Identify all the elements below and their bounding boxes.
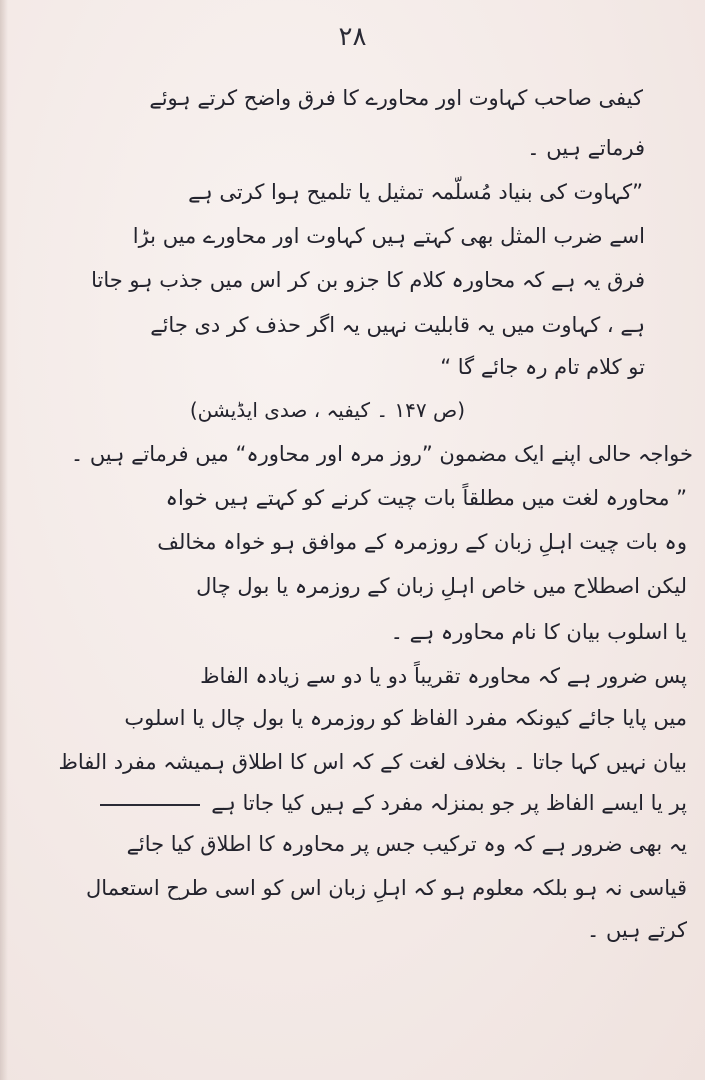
text-line: اسے ضرب المثل بھی کہتے ہیں کہاوت اور محاورے میں بڑا xyxy=(132,224,645,248)
text-line: ” محاورہ لغت میں مطلقاً بات چیت کرنے کو کہتے ہیں خواہ xyxy=(165,486,687,510)
text-line: وہ بات چیت اہلِ زبان کے روزمرہ کے موافق ہو خواہ مخالف xyxy=(157,530,687,554)
text-line: فرق یہ ہے کہ محاورہ کلام کا جزو بن کر اس میں جذب ہو جاتا xyxy=(91,268,645,292)
text-line: لیکن اصطلاح میں خاص اہلِ زبان کے روزمرہ یا بول چال xyxy=(196,574,687,598)
text-line: ”کہاوت کی بنیاد مُسلّمہ تمثیل یا تلمیح ہوا کرتی ہے xyxy=(188,180,643,204)
text-line: پر یا ایسے الفاظ پر جو بمنزلہ مفرد کے ہیں کیا جاتا ہے xyxy=(211,791,687,815)
bleed-through-marks xyxy=(30,930,670,1020)
text-line: قیاسی نہ ہو بلکہ معلوم ہو کہ اہلِ زبان اس کو اسی طرح استعمال xyxy=(86,876,687,900)
page-edge-shadow xyxy=(0,0,8,1080)
text-line: فرماتے ہیں ۔ xyxy=(527,136,645,160)
text-line: تو کلام تام رہ جائے گا “ xyxy=(440,355,645,379)
text-line: یا اسلوب بیان کا نام محاورہ ہے ۔ xyxy=(390,620,687,644)
text-line: یہ بھی ضرور ہے کہ وہ ترکیب جس پر محاورہ کا اطلاق کیا جائے xyxy=(126,832,687,856)
text-line: پس ضرور ہے کہ محاورہ تقریباً دو یا دو سے زیادہ الفاظ xyxy=(200,664,687,688)
text-line: کرتے ہیں ۔ xyxy=(586,918,687,942)
citation: (ص ۱۴۷ ۔ کیفیہ ، صدی ایڈیشن) xyxy=(189,398,465,422)
text-line: ہے ، کہاوت میں یہ قابلیت نہیں یہ اگر حذف کر دی جائے xyxy=(150,313,645,337)
text-line: بیان نہیں کہا جاتا ۔ بخلاف لغت کے کہ اس کا اطلاق ہمیشہ مفرد الفاظ xyxy=(58,750,687,774)
separator-rule xyxy=(100,804,200,806)
text-line: کیفی صاحب کہاوت اور محاورے کا فرق واضح کرتے ہوئے xyxy=(149,86,643,110)
text-line: خواجہ حالی اپنے ایک مضمون ”روز مرہ اور محاورہ“ میں فرماتے ہیں ۔ xyxy=(70,442,693,466)
text-line: میں پایا جائے کیونکہ مفرد الفاظ کو روزمرہ یا بول چال یا اسلوب xyxy=(124,706,687,730)
page-number: ٢٨ xyxy=(338,22,367,52)
